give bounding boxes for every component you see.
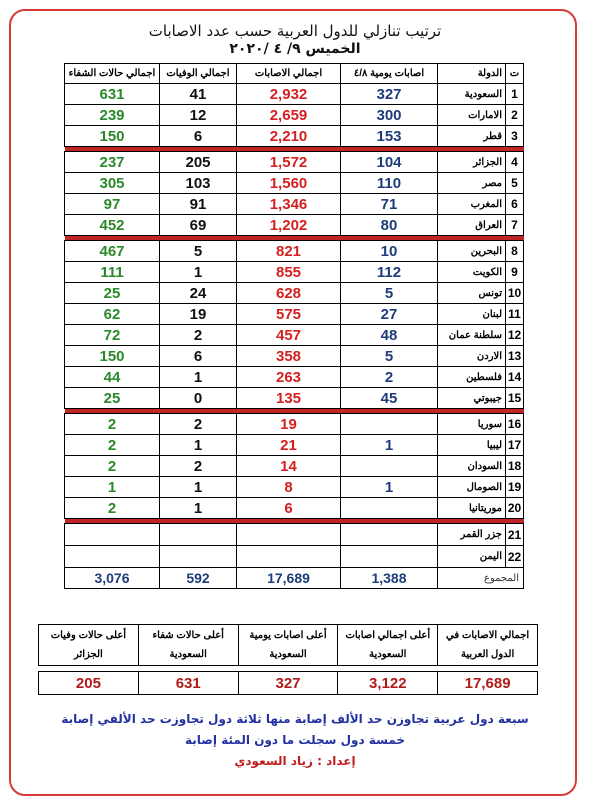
row-deaths: 6 (160, 346, 237, 367)
row-recovered: 631 (65, 84, 160, 105)
summary-header: أعلى حالات وفيات الجزائر (39, 625, 139, 666)
row-total-cases: 358 (237, 346, 341, 367)
row-index: 21 (506, 524, 524, 546)
table-row (65, 477, 524, 498)
header-country: الدولة (438, 64, 506, 84)
summary-header: أعلى اصابات يومية السعودية (238, 625, 338, 666)
row-country: تونس (438, 283, 506, 304)
date-line: الخميس ٩/ ٤ /٢٠٢٠ (229, 41, 361, 57)
row-recovered (65, 546, 160, 568)
row-index: 7 (506, 215, 524, 236)
row-deaths: 205 (160, 152, 237, 173)
table-row (65, 105, 524, 126)
row-daily-cases: 80 (341, 215, 438, 236)
row-country: الجزائر (438, 152, 506, 173)
table-row (65, 498, 524, 519)
row-deaths: 91 (160, 194, 237, 215)
table-row (65, 388, 524, 409)
header-index: ت (506, 64, 524, 84)
row-index: 11 (506, 304, 524, 325)
header-deaths: اجمالي الوفيات (160, 64, 237, 84)
row-deaths: 2 (160, 456, 237, 477)
table-row (65, 456, 524, 477)
row-index: 5 (506, 173, 524, 194)
row-index: 19 (506, 477, 524, 498)
row-daily-cases (341, 546, 438, 568)
row-country: السودان (438, 456, 506, 477)
table-body (65, 84, 524, 589)
row-index: 14 (506, 367, 524, 388)
row-country: فلسطين (438, 367, 506, 388)
row-country: الاردن (438, 346, 506, 367)
row-daily-cases (341, 524, 438, 546)
row-daily-cases: 327 (341, 84, 438, 105)
row-daily-cases: 48 (341, 325, 438, 346)
table-row (65, 524, 524, 546)
summary-value: 205 (39, 672, 139, 695)
table-row (65, 546, 524, 568)
row-deaths: 19 (160, 304, 237, 325)
row-recovered: 97 (65, 194, 160, 215)
row-total-cases (237, 546, 341, 568)
row-deaths: 1 (160, 367, 237, 388)
row-country: جزر القمر (438, 524, 506, 546)
row-country: جيبوتي (438, 388, 506, 409)
row-daily-cases (341, 456, 438, 477)
row-country: الصومال (438, 477, 506, 498)
row-total-cases: 575 (237, 304, 341, 325)
row-index: 13 (506, 346, 524, 367)
row-recovered: 150 (65, 346, 160, 367)
row-index: 9 (506, 262, 524, 283)
row-deaths: 12 (160, 105, 237, 126)
row-country: لبنان (438, 304, 506, 325)
summary-table (38, 624, 538, 695)
table-row (65, 367, 524, 388)
row-total-cases: 628 (237, 283, 341, 304)
row-deaths: 24 (160, 283, 237, 304)
summary-value: 3,122 (338, 672, 438, 695)
row-country: البحرين (438, 241, 506, 262)
row-country: قطر (438, 126, 506, 147)
table-header-row (65, 64, 524, 84)
summary-value: 631 (138, 672, 238, 695)
row-index: 20 (506, 498, 524, 519)
summary-header: أعلى اجمالي اصابات السعودية (338, 625, 438, 666)
row-recovered: 1 (65, 477, 160, 498)
row-deaths: 69 (160, 215, 237, 236)
table-row (65, 304, 524, 325)
row-index: 2 (506, 105, 524, 126)
summary-header: اجمالي الاصابات في الدول العربية (438, 625, 538, 666)
header-total: اجمالي الاصابات (237, 64, 341, 84)
table-row (65, 215, 524, 236)
row-daily-cases: 300 (341, 105, 438, 126)
row-recovered: 2 (65, 414, 160, 435)
row-deaths: 0 (160, 388, 237, 409)
row-total-cases: 1,560 (237, 173, 341, 194)
table-row (65, 194, 524, 215)
row-daily-cases: 110 (341, 173, 438, 194)
row-country: سوريا (438, 414, 506, 435)
row-daily-cases: 104 (341, 152, 438, 173)
row-index: 1 (506, 84, 524, 105)
page-title: ترتيب تنازلي للدول العربية حسب عدد الاصابات (148, 22, 442, 40)
row-country: اليمن (438, 546, 506, 568)
row-deaths (160, 524, 237, 546)
row-index: 6 (506, 194, 524, 215)
row-recovered: 467 (65, 241, 160, 262)
table-row (65, 173, 524, 194)
row-daily-cases: 2 (341, 367, 438, 388)
row-total-cases: 135 (237, 388, 341, 409)
row-index: 3 (506, 126, 524, 147)
row-daily-cases: 153 (341, 126, 438, 147)
row-index: 16 (506, 414, 524, 435)
row-total-cases: 2,659 (237, 105, 341, 126)
row-deaths (160, 546, 237, 568)
summary-header-row (39, 625, 538, 666)
row-recovered: 111 (65, 262, 160, 283)
row-index: 8 (506, 241, 524, 262)
row-total-cases: 19 (237, 414, 341, 435)
row-index: 10 (506, 283, 524, 304)
row-total-cases: 1,572 (237, 152, 341, 173)
row-recovered: 237 (65, 152, 160, 173)
totals-recovered: 3,076 (65, 568, 160, 589)
row-deaths: 1 (160, 435, 237, 456)
table-row (65, 84, 524, 105)
row-deaths: 5 (160, 241, 237, 262)
row-country: الامارات (438, 105, 506, 126)
row-daily-cases: 1 (341, 477, 438, 498)
row-total-cases: 1,202 (237, 215, 341, 236)
row-total-cases: 855 (237, 262, 341, 283)
row-total-cases (237, 524, 341, 546)
row-index: 22 (506, 546, 524, 568)
row-deaths: 2 (160, 325, 237, 346)
note-line-2: خمسة دول سجلت ما دون المئة إصابة (185, 733, 405, 747)
row-recovered: 44 (65, 367, 160, 388)
row-recovered: 2 (65, 435, 160, 456)
table-row (65, 262, 524, 283)
row-total-cases: 2,210 (237, 126, 341, 147)
totals-daily: 1,388 (341, 568, 438, 589)
row-index: 12 (506, 325, 524, 346)
row-daily-cases: 1 (341, 435, 438, 456)
row-total-cases: 6 (237, 498, 341, 519)
row-total-cases: 263 (237, 367, 341, 388)
row-total-cases: 457 (237, 325, 341, 346)
author-line: إعداد : زياد السعودي (234, 754, 356, 768)
row-recovered (65, 524, 160, 546)
row-daily-cases: 45 (341, 388, 438, 409)
table-row (65, 435, 524, 456)
row-index: 17 (506, 435, 524, 456)
row-country: موريتانيا (438, 498, 506, 519)
summary-value-row (39, 672, 538, 695)
row-country: الكويت (438, 262, 506, 283)
row-total-cases: 8 (237, 477, 341, 498)
row-deaths: 103 (160, 173, 237, 194)
row-total-cases: 2,932 (237, 84, 341, 105)
totals-row (65, 568, 524, 589)
table-row (65, 126, 524, 147)
row-deaths: 1 (160, 498, 237, 519)
row-country: سلطنة عمان (438, 325, 506, 346)
row-total-cases: 821 (237, 241, 341, 262)
summary-value: 327 (238, 672, 338, 695)
row-index: 4 (506, 152, 524, 173)
row-recovered: 62 (65, 304, 160, 325)
row-recovered: 150 (65, 126, 160, 147)
summary-value: 17,689 (438, 672, 538, 695)
table-row (65, 414, 524, 435)
row-recovered: 239 (65, 105, 160, 126)
row-daily-cases: 5 (341, 346, 438, 367)
row-deaths: 1 (160, 477, 237, 498)
totals-total: 17,689 (237, 568, 341, 589)
row-index: 18 (506, 456, 524, 477)
row-daily-cases: 71 (341, 194, 438, 215)
header-recovered: اجمالي حالات الشفاء (65, 64, 160, 84)
row-country: السعودية (438, 84, 506, 105)
summary-header: أعلى حالات شفاء السعودية (138, 625, 238, 666)
totals-deaths: 592 (160, 568, 237, 589)
row-daily-cases: 112 (341, 262, 438, 283)
row-daily-cases: 10 (341, 241, 438, 262)
row-country: مصر (438, 173, 506, 194)
row-deaths: 6 (160, 126, 237, 147)
row-country: المغرب (438, 194, 506, 215)
row-total-cases: 1,346 (237, 194, 341, 215)
row-recovered: 2 (65, 498, 160, 519)
totals-label: المجموع (438, 568, 524, 589)
table-row (65, 325, 524, 346)
row-recovered: 72 (65, 325, 160, 346)
table-row (65, 152, 524, 173)
row-index: 15 (506, 388, 524, 409)
row-daily-cases (341, 414, 438, 435)
row-daily-cases: 27 (341, 304, 438, 325)
row-total-cases: 21 (237, 435, 341, 456)
table-row (65, 346, 524, 367)
header-daily: اصابات يومية ٤/٨ (341, 64, 438, 84)
row-recovered: 305 (65, 173, 160, 194)
row-daily-cases (341, 498, 438, 519)
row-country: ليبيا (438, 435, 506, 456)
row-recovered: 25 (65, 388, 160, 409)
row-recovered: 25 (65, 283, 160, 304)
table-row (65, 241, 524, 262)
row-total-cases: 14 (237, 456, 341, 477)
cases-table (64, 63, 524, 589)
row-deaths: 41 (160, 84, 237, 105)
row-country: العراق (438, 215, 506, 236)
row-deaths: 2 (160, 414, 237, 435)
table-row (65, 283, 524, 304)
row-recovered: 2 (65, 456, 160, 477)
note-line-1: سبعة دول عربية تجاوزن حد الألف إصابة منها ثلاثة دول تجاوزت حد الألفي إصابة (61, 712, 529, 726)
row-deaths: 1 (160, 262, 237, 283)
row-recovered: 452 (65, 215, 160, 236)
row-daily-cases: 5 (341, 283, 438, 304)
